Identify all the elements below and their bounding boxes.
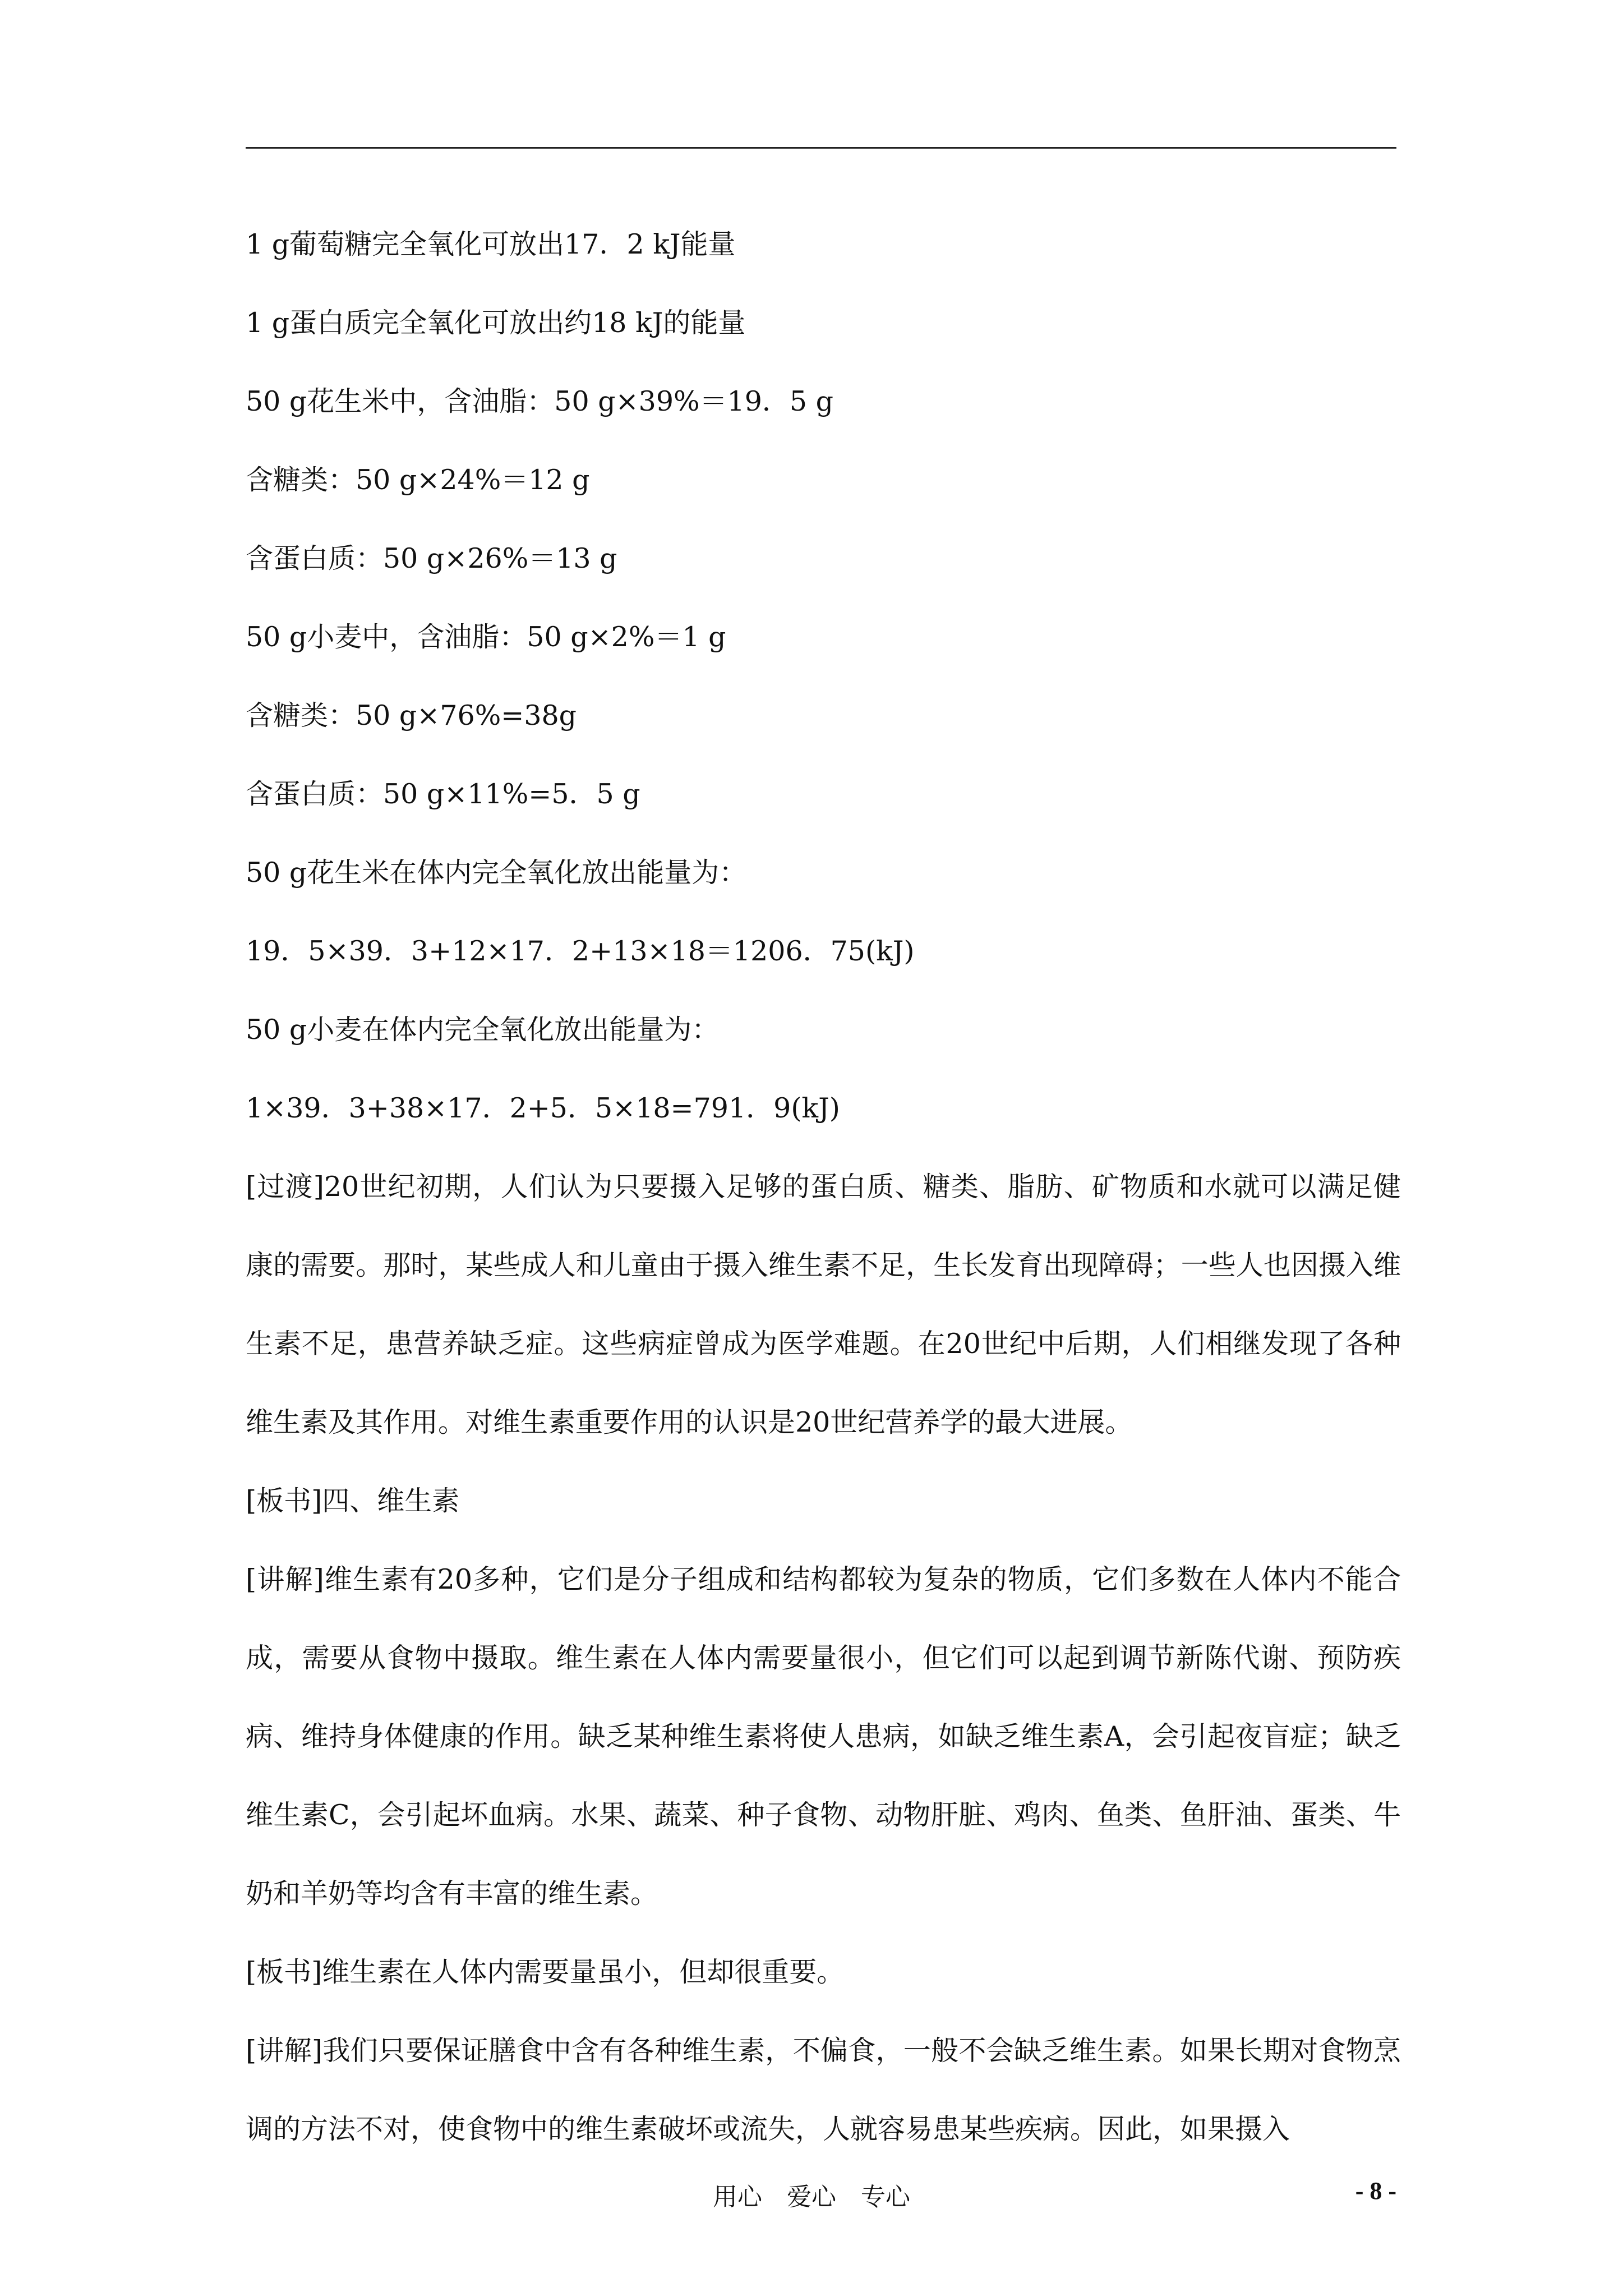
calc-line: 1 g葡萄糖完全氧化可放出17．2 kJ能量 [246, 228, 736, 260]
calc-line: 1 g蛋白质完全氧化可放出约18 kJ的能量 [246, 307, 746, 339]
explanation-paragraph: [讲解]维生素有20多种，它们是分子组成和结构都较为复杂的物质，它们多数在人体内不能合成，需要从食物中摄取。维生素在人体内需要量很小，但它们可以起到调节新陈代谢、预防疾病、维持身体健康的作用。缺乏某种维生素将使人患病，如缺乏维生素A，会引起夜盲症；缺乏维生素C，会引起坏血病。水果、蔬菜、种子食物、动物肝脏、鸡肉、鱼类、鱼肝油、蛋类、牛奶和羊奶等均含有丰富的维生素。 [246, 1563, 1401, 1910]
calc-line: 含糖类：50 g×24%＝12 g [246, 464, 590, 496]
calc-line: 50 g花生米中，含油脂：50 g×39%＝19．5 g [246, 385, 834, 417]
page-number: - 8 - [1355, 2177, 1396, 2205]
calc-line: 含蛋白质：50 g×26%＝13 g [246, 542, 617, 574]
footer-motto: 用心 爱心 专心 [713, 2183, 910, 2211]
page-body [246, 205, 1401, 2169]
calc-line: 50 g花生米在体内完全氧化放出能量为： [246, 857, 747, 889]
calc-line: 50 g小麦中，含油脂：50 g×2%＝1 g [246, 621, 726, 653]
explanation-paragraph: [讲解]我们只要保证膳食中含有各种维生素，不偏食，一般不会缺乏维生素。如果长期对食物烹调的方法不对，使食物中的维生素破坏或流失，人就容易患某些疾病。因此，如果摄入 [246, 2035, 1401, 2145]
header-rule [246, 147, 1396, 149]
blackboard-note: [板书]维生素在人体内需要量虽小，但却很重要。 [246, 1956, 845, 1988]
transition-paragraph: [过渡]20世纪初期，人们认为只要摄入足够的蛋白质、糖类、脂肪、矿物质和水就可以满足健康的需要。那时，某些成人和儿童由于摄入维生素不足，生长发育出现障碍；一些人也因摄入维生素不足，患营养缺乏症。这些病症曾成为医学难题。在20世纪中后期，人们相继发现了各种维生素及其作用。对维生素重要作用的认识是20世纪营养学的最大进展。 [246, 1171, 1401, 1438]
calc-line: 1×39．3+38×17．2+5．5×18=791．9(kJ) [246, 1092, 840, 1124]
calc-line: 含糖类：50 g×76%=38g [246, 700, 577, 731]
calc-line: 19．5×39．3+12×17．2+13×18＝1206．75(kJ) [246, 935, 915, 967]
blackboard-heading: [板书]四、维生素 [246, 1485, 460, 1517]
calc-line: 含蛋白质：50 g×11%=5．5 g [246, 778, 640, 810]
calc-line: 50 g小麦在体内完全氧化放出能量为： [246, 1014, 720, 1046]
